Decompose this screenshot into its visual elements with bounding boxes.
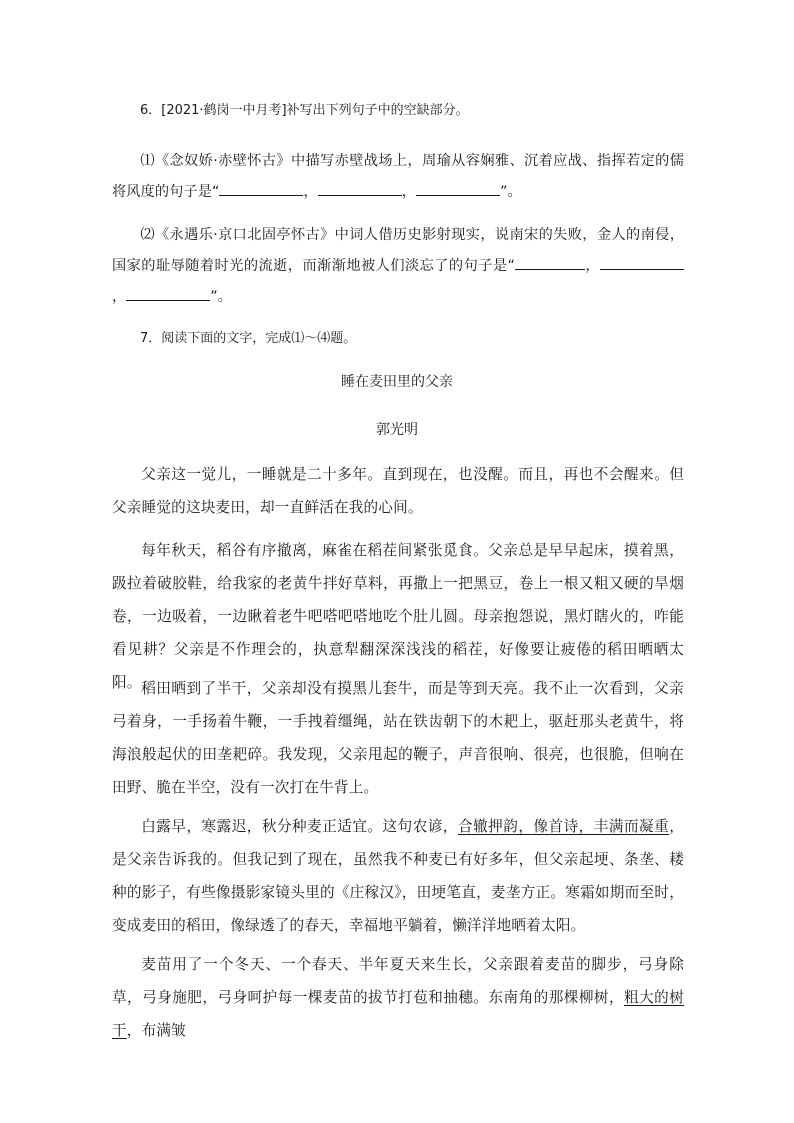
item-1-text: ⑴《念奴娇·赤壁怀古》中描写赤壁战场上，周瑜从容娴雅、沉着应战、指挥若定的儒将风度的句子是“ [112,153,684,200]
article-paragraph-2: 每年秋天，稻谷有序撤离，麻雀在稻茬间紧张觅食。父亲总是早早起床，摸着黑，趿拉着破胶鞋，给我家的老黄牛拌好草料，再撒上一把黑豆，卷上一根又粗又硬的旱烟卷，一边吸着，一边瞅着老牛吧嗒吧嗒地吃个肚儿圆。母亲抱怨说，黑灯瞎火的，咋能看见耕？父亲是不作理会的，执意犁翻深深浅浅的稻茬，好像要让疲倦的稻田晒晒太阳。 [112,542,684,691]
paragraph-text: 麦苗用了一个冬天、一个春天、半年夏天来生长，父亲跟着麦苗的脚步，弓身除草，弓身施肥，弓身呵护每一棵麦苗的拔节打苞和抽穗。东南角的那棵柳树， [112,956,684,1006]
closing-quote: ”。 [500,184,522,200]
question-7-heading: 7．阅读下面的文字，完成⑴～⑷题。 [140,331,357,346]
answer-blank[interactable] [416,181,500,196]
article-paragraph-1: 父亲这一觉儿，一睡就是二十多年。直到现在，也没醒。而且，再也不会醒来。但父亲睡觉的这块麦田，却一直鲜活在我的心间。 [112,466,684,516]
article-paragraph-4 [112,810,684,942]
underlined-phrase: 粗大的树干 [112,989,684,1039]
answer-blank[interactable] [318,181,402,196]
separator: ， [401,184,417,200]
question-6-item-1 [112,146,684,208]
article-paragraph-3: 稻田晒到了半干，父亲却没有摸黑儿套牛，而是等到天亮。我不止一次看到，父亲弓着身，一手扬着牛鞭，一手拽着缰绳，站在铁齿朝下的木耙上，驱赶那头老黄牛，将海浪般起伏的田垄耙碎。我发现，父亲甩起的鞭子，声音很响、很亮，也很脆，但响在田野、脆在半空，没有一次打在牛背上。 [112,680,684,796]
answer-blank[interactable] [600,255,684,270]
separator: ， [303,184,318,200]
article-paragraph-5 [112,948,684,1047]
paragraph-text: 白露早，寒露迟，秋分种麦正适宜。这句农谚， [141,818,458,835]
separator: ， [584,258,600,274]
question-6-heading: 6．[2021·鹤岗一中月考]补写出下列句子中的空缺部分。 [140,103,469,118]
article-title: 睡在麦田里的父亲 [341,374,453,390]
item-2-text: ⑵《永遇乐·京口北固亭怀古》中词人借历史影射现实，说南宋的失败，金人的南侵，国家的耻辱随着时光的流逝，而渐渐地被人们淡忘了的句子是“ [112,227,684,274]
paragraph-text: ，是父亲告诉我的。但我记到了现在，虽然我不种麦已有好多年，但父亲起埂、条垄、耧种的影子，有些像摄影家镜头里的《庄稼汉》，田埂笔直，麦垄方正。寒霜如期而至时，变成麦田的稻田，像绿透了的春天，幸福地平躺着，懒洋洋地晒着太阳。 [112,818,684,934]
underlined-phrase: 合辙押韵，像首诗，丰满而凝重 [458,818,670,835]
paragraph-text: ，布满皱 [126,1022,186,1039]
article-author: 郭光明 [376,422,418,438]
answer-blank[interactable] [219,181,303,196]
closing-quote: ”。 [210,289,233,305]
answer-blank[interactable] [515,255,585,270]
separator: ， [112,289,127,305]
question-6-item-2 [112,220,684,313]
answer-blank[interactable] [126,286,210,301]
